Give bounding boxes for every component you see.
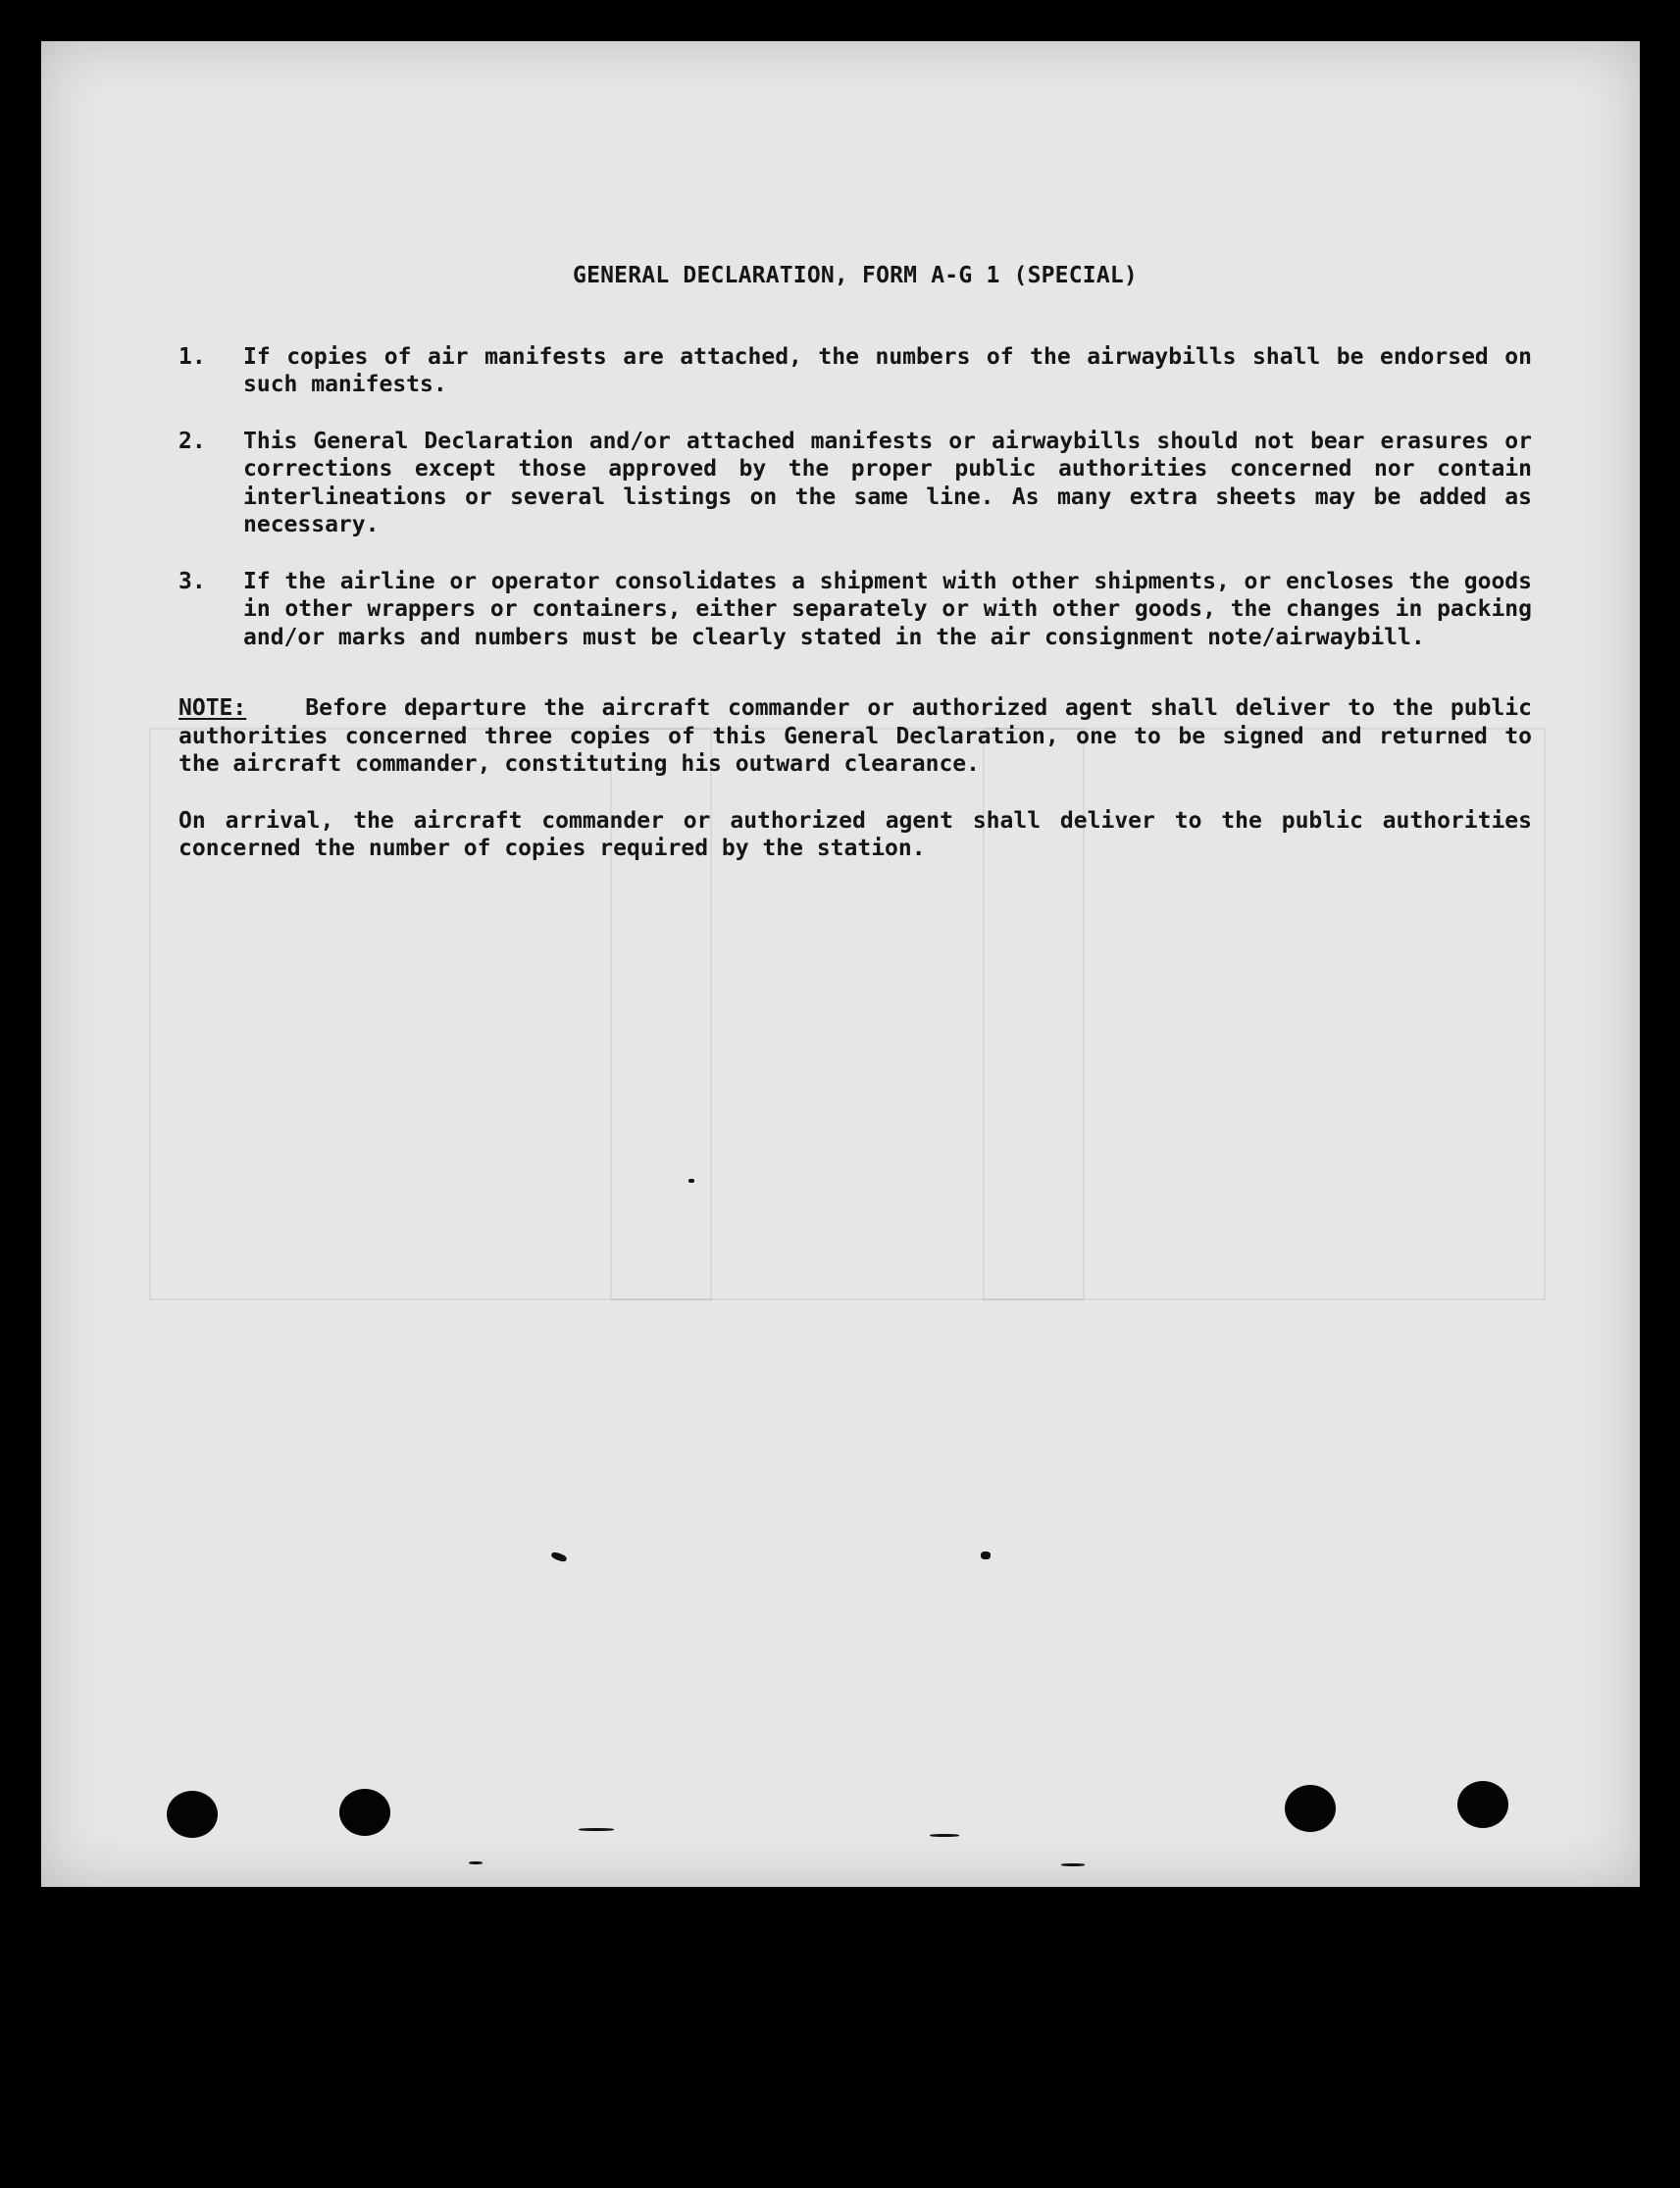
dust-speck — [930, 1834, 959, 1837]
document-title: GENERAL DECLARATION, FORM A-G 1 (SPECIAL) — [573, 263, 1138, 288]
dust-speck — [688, 1179, 694, 1183]
declaration-text-block — [178, 262, 1532, 863]
dust-speck — [550, 1551, 567, 1562]
punch-hole — [339, 1789, 390, 1836]
item-number: 1. — [178, 343, 206, 370]
dust-speck — [579, 1828, 614, 1831]
dust-speck — [1061, 1863, 1085, 1866]
punch-hole — [1285, 1785, 1336, 1832]
list-item — [178, 343, 1532, 399]
punch-hole — [1457, 1781, 1508, 1828]
item-text: This General Declaration and/or attached manifests or airwaybills should not bear erasures or corrections except those approved by the proper public authorities concerned nor contain interlineations or several listings on the same line. As many extra sheets may be added as necessary. — [243, 428, 1532, 537]
item-text: If copies of air manifests are attached, the numbers of the airwaybills shall be endorsed on such manifests. — [243, 343, 1532, 397]
item-number: 2. — [178, 428, 206, 454]
item-text: If the airline or operator consolidates a shipment with other shipments, or encloses the goods in other wrappers or containers, either separately or with other goods, the changes in packing and/or marks and numbers must be clearly stated in the air consignment note/airwaybill. — [243, 568, 1532, 650]
item-number: 3. — [178, 568, 206, 594]
list-item — [178, 428, 1532, 539]
punch-hole — [167, 1791, 218, 1838]
note-text: Before departure the aircraft commander or authorized agent shall deliver to the public authorities concerned three copies of this General Declaration, one to be signed and returned to the aircraft commander, constituting his outward clearance. — [178, 695, 1532, 777]
list-item — [178, 568, 1532, 652]
note-label: NOTE: — [178, 695, 247, 721]
document-page — [41, 41, 1640, 1887]
dust-speck — [469, 1861, 483, 1864]
note-paragraph — [178, 694, 1532, 779]
arrival-paragraph: On arrival, the aircraft commander or authorized agent shall deliver to the public authorities concerned the number of copies required by the station. — [178, 807, 1532, 861]
dust-speck — [981, 1552, 991, 1559]
